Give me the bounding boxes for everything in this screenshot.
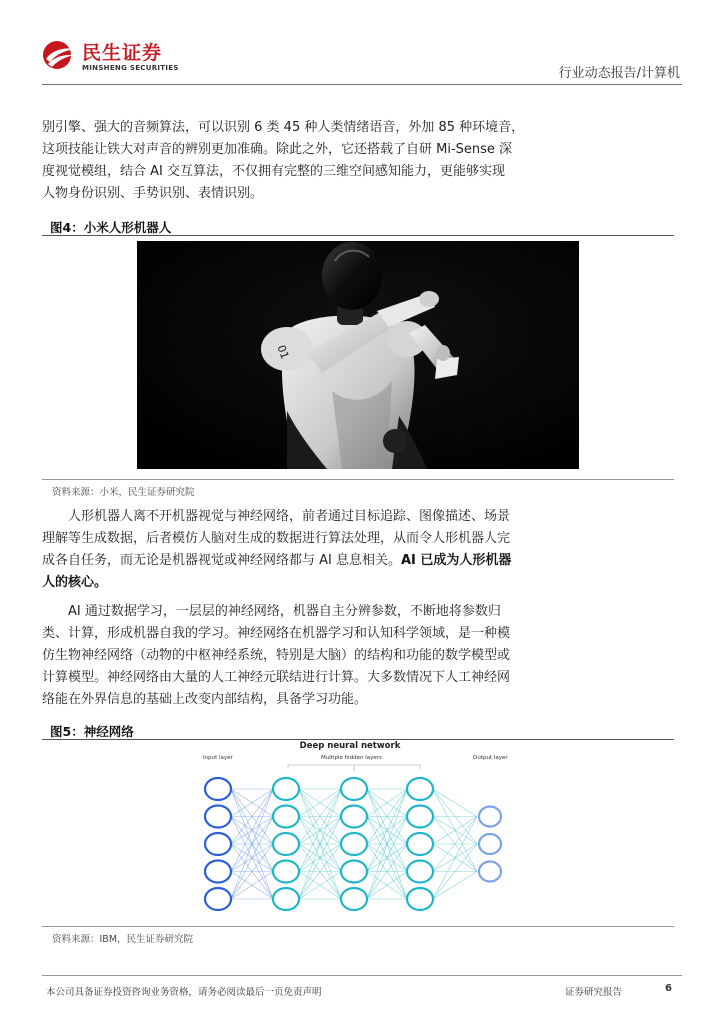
text-line: 这项技能让铁大对声音的辨别更加准确。除此之外，它还搭载了自研 Mi-Sense 深 xyxy=(42,142,513,157)
hidden-node xyxy=(407,888,433,910)
input-node xyxy=(205,888,231,910)
output-node xyxy=(479,862,501,882)
deep-neural-network-diagram xyxy=(190,741,530,916)
text-segment: 成各自任务，而无论是机器视觉或神经网络都与 AI 息息相关。 xyxy=(42,553,401,568)
hidden-node xyxy=(407,778,433,800)
input-node xyxy=(205,778,231,800)
paragraph-ai-learning xyxy=(42,601,511,711)
figure-4-title xyxy=(42,218,674,234)
figure-5-bottom-rule xyxy=(42,926,674,927)
logo-english-name: MINSHENG SECURITIES xyxy=(82,64,179,72)
text-line: 人物身份识别、手势识别、表情识别。 xyxy=(42,186,264,201)
hidden-node xyxy=(407,861,433,883)
network-graph xyxy=(190,741,530,916)
hidden-layers-label: Multiple hidden layers xyxy=(321,755,382,761)
page-number: 6 xyxy=(665,983,672,994)
paragraph-audio-vision xyxy=(42,117,525,205)
hidden-node xyxy=(407,806,433,828)
paragraph-vision-neural xyxy=(42,506,512,594)
text-line xyxy=(42,572,474,594)
hidden-node xyxy=(407,833,433,855)
network-connection xyxy=(433,789,477,817)
figure-5-source: 资料来源：IBM，民生证券研究院 xyxy=(52,934,194,945)
figure-5-caption: 图5：神经网络 xyxy=(50,724,134,739)
text-line: 别引擎、强大的音频算法，可以识别 6 类 45 种人类情绪语音，外加 85 种环境音， xyxy=(42,120,525,135)
text-line: AI 通过数据学习，一层层的神经网络，机器自主分辨参数，不断地将参数归 xyxy=(68,604,501,619)
minsheng-logo xyxy=(42,40,182,80)
figure-4-source: 资料来源：小米，民生证券研究院 xyxy=(52,487,195,498)
hidden-node xyxy=(341,833,367,855)
text-line: 仿生物神经网络（动物的中枢神经系统，特别是大脑）的结构和功能的数学模型或 xyxy=(42,648,511,663)
logo-chinese-name: 民生证券 xyxy=(82,42,163,64)
output-layer-label: Output layer xyxy=(473,755,508,761)
footer-disclaimer: 本公司具备证券投资咨询业务资格，请务必阅读最后一页免责声明 xyxy=(46,987,322,998)
hidden-node xyxy=(341,778,367,800)
input-node xyxy=(205,861,231,883)
input-node xyxy=(205,806,231,828)
text-line: 计算模型。神经网络由大量的人工神经元联结进行计算。大多数情况下人工神经网 xyxy=(42,670,511,685)
hidden-node xyxy=(273,778,299,800)
input-layer-label: Input layer xyxy=(203,755,233,761)
network-connection xyxy=(433,872,477,900)
network-connection xyxy=(433,817,477,900)
page-header xyxy=(0,0,724,84)
text-line: 度视觉模组，结合 AI 交互算法，不仅拥有完整的三维空间感知能力，更能够实现 xyxy=(42,164,505,179)
text-line: 类、计算，形成机器自我的学习。神经网络在机器学习和认知科学领域，是一种模 xyxy=(42,626,511,641)
report-type: 行业动态报告/计算机 xyxy=(558,66,680,81)
figure-4-rule xyxy=(42,235,674,236)
text-line: 人形机器人离不开机器视觉与神经网络，前者通过目标追踪、图像描述、场景 xyxy=(68,509,511,524)
input-node xyxy=(205,833,231,855)
figure-5-title xyxy=(42,722,674,738)
xiaomi-humanoid-robot-photo xyxy=(137,241,579,469)
bold-conclusion: AI 已成为人形机器 xyxy=(401,553,512,568)
hidden-node xyxy=(341,888,367,910)
footer-report-label: 证券研究报告 xyxy=(565,987,623,998)
hidden-node xyxy=(273,888,299,910)
text-line: 理解等生成数据，后者模仿人脑对生成的数据进行算法处理，从而令人形机器人完 xyxy=(42,531,511,546)
header-divider xyxy=(42,84,682,85)
output-node xyxy=(479,834,501,854)
diagram-title: Deep neural network xyxy=(299,741,401,751)
minsheng-logo-icon xyxy=(42,40,78,70)
hidden-node xyxy=(273,861,299,883)
hidden-node xyxy=(341,806,367,828)
text-line: 络能在外界信息的基础上改变内部结构，具备学习功能。 xyxy=(42,692,368,707)
bold-conclusion-end: 人的核心。 xyxy=(42,575,108,590)
text-line xyxy=(42,550,512,572)
figure-4-bottom-rule xyxy=(42,479,674,480)
figure-5-rule xyxy=(42,739,674,740)
output-node xyxy=(479,807,501,827)
footer-divider xyxy=(42,975,682,976)
figure-4-caption: 图4：小米人形机器人 xyxy=(50,220,172,235)
hidden-node xyxy=(341,861,367,883)
hidden-node xyxy=(273,806,299,828)
hidden-node xyxy=(273,833,299,855)
svg-text:01: 01 xyxy=(274,343,292,361)
